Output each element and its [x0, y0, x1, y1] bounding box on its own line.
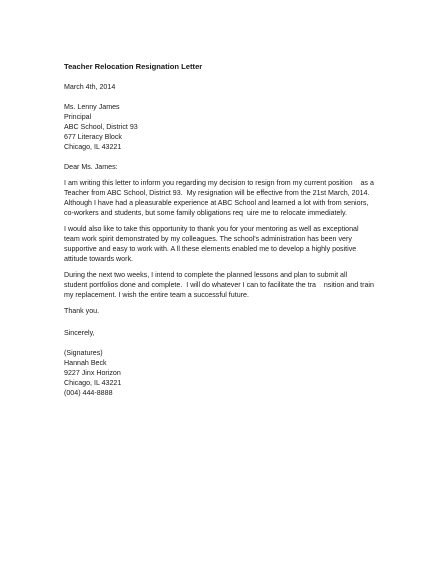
letter-title: Teacher Relocation Resignation Letter	[64, 62, 203, 71]
recipient-address	[64, 102, 384, 152]
recipient-organization: ABC School, District 93	[64, 123, 138, 131]
paragraph-line: Teacher from ABC School, District 93. My resignation will be effective from the 21st March, 2014.	[64, 189, 370, 197]
recipient-city: Chicago, IL 43221	[64, 143, 122, 151]
thank-you-line: Thank you.	[64, 307, 100, 315]
paragraph-line: my replacement. I wish the entire team a successful future.	[64, 291, 249, 299]
paragraph-3	[64, 270, 384, 300]
sender-signature: (Signatures)	[64, 349, 103, 357]
sender-city: Chicago, IL 43221	[64, 379, 122, 387]
recipient-position: Principal	[64, 113, 92, 121]
sender-block	[64, 348, 384, 398]
paragraph-line: I am writing this letter to inform you regarding my decision to resign from my current position as a	[64, 179, 374, 187]
paragraph-line: co-workers and students, but some family obligations req uire me to relocate immediately.	[64, 209, 347, 217]
salutation	[64, 162, 384, 172]
recipient-name: Ms. Lenny James	[64, 103, 120, 111]
closing	[64, 328, 384, 338]
paragraph-line: Although I have had a pleasurable experience at ABC School and learned a lot with from seniors,	[64, 199, 369, 207]
date-text: March 4th, 2014	[64, 83, 116, 91]
sender-street: 9227 Jinx Horizon	[64, 369, 121, 377]
paragraph-1	[64, 178, 384, 218]
paragraph-line: supportive and easy to work with. A ll these elements enabled me to develop a highly positive	[64, 245, 357, 253]
letter-date	[64, 82, 384, 92]
paragraph-line: attitude towards work.	[64, 255, 133, 263]
closing-text: Sincerely,	[64, 329, 95, 337]
recipient-street: 677 Literacy Block	[64, 133, 122, 141]
sender-phone: (004) 444-8888	[64, 389, 113, 397]
paragraph-2	[64, 224, 384, 264]
paragraph-line: I would also like to take this opportunity to thank you for your mentoring as well as exceptional	[64, 225, 359, 233]
salutation-text: Dear Ms. James:	[64, 163, 118, 171]
paragraph-4	[64, 306, 384, 316]
sender-name: Hannah Beck	[64, 359, 107, 367]
paragraph-line: student portfolios done and complete. I will do whatever I can to facilitate the tra nsition and train	[64, 281, 374, 289]
paragraph-line: During the next two weeks, I intend to complete the planned lessons and plan to submit all	[64, 271, 348, 279]
letter-body	[64, 62, 384, 408]
paragraph-line: team work spirit demonstrated by my colleagues. The school's administration has been very	[64, 235, 352, 243]
